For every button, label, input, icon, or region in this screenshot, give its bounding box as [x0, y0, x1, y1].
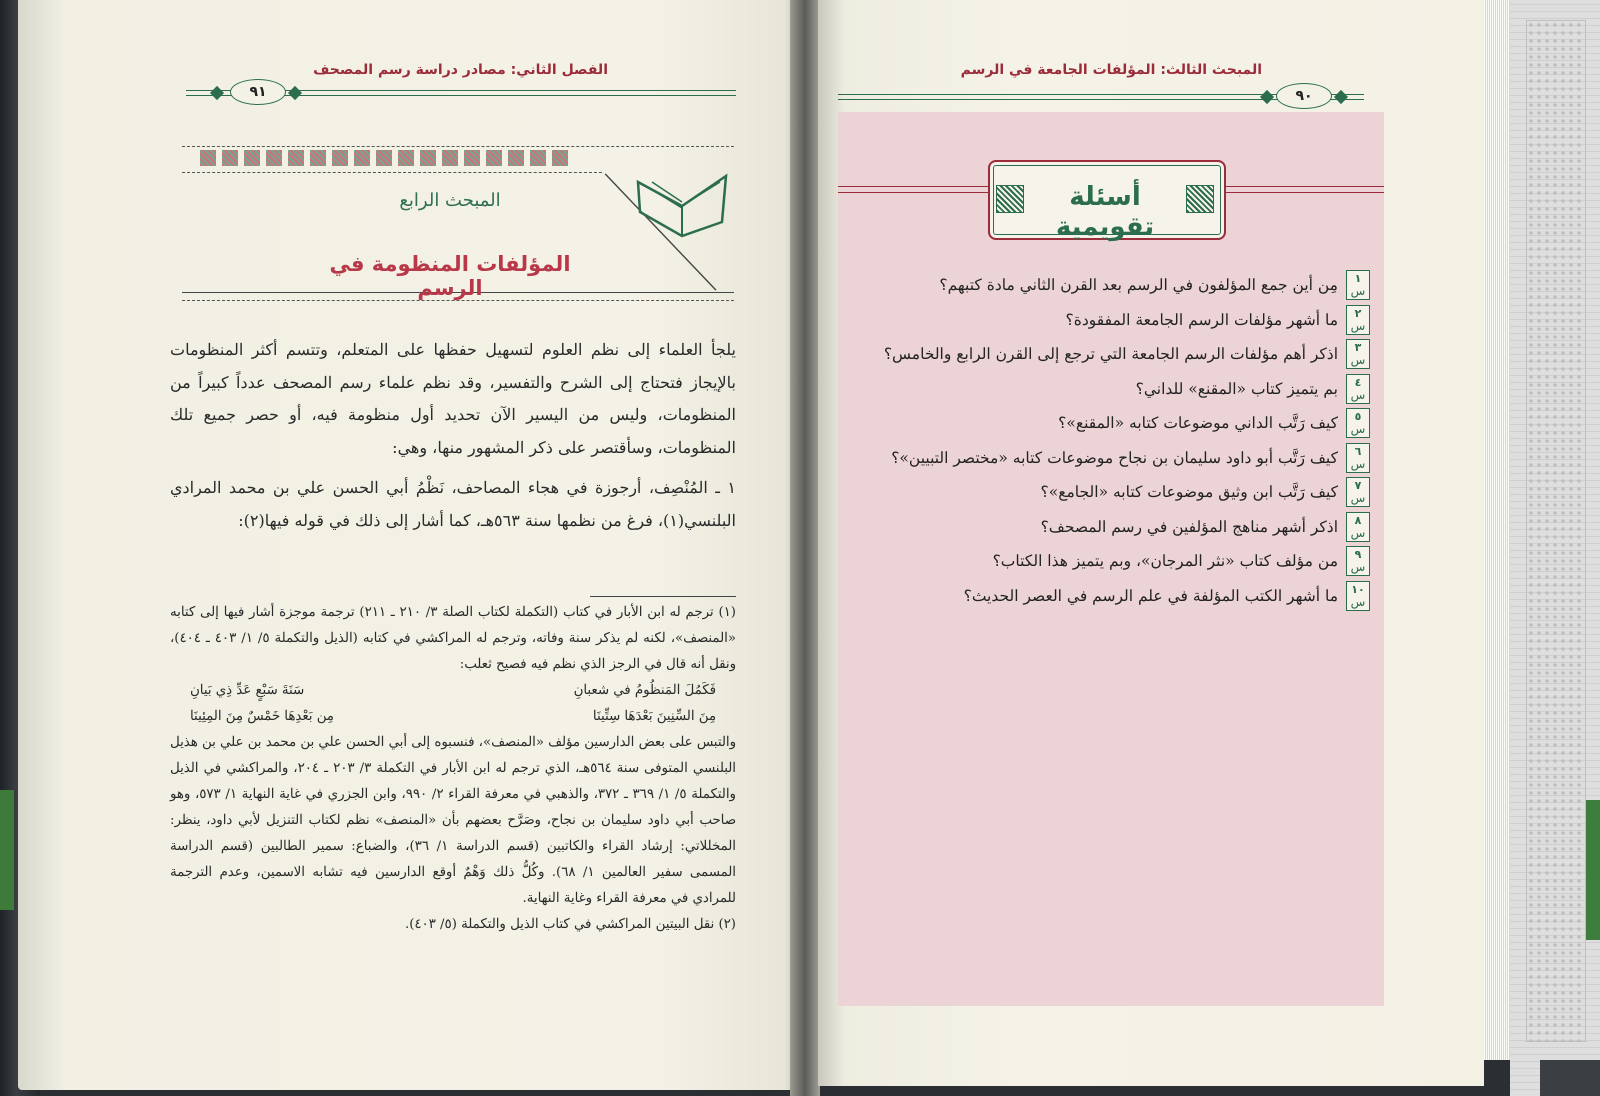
question-item [840, 475, 1370, 510]
question-text: اذكر أهم مؤلفات الرسم الجامعة التي ترجع إلى القرن الرابع والخامس؟ [883, 345, 1338, 364]
footnote: والتبس على بعض الدارسين مؤلف «المنصف»، فنسبوه إلى أبي الحسن علي بن محمد بن علي بن هذيل البلنسي المتوفى سنة ٥٦٤هـ، الذي ترجم له ابن الأبار في التكملة ٣/ ٢٠٣ ـ ٢٠٤، والمراكشي في الذيل والتكملة ٥/ ١/ ٣٦٩ ـ ٣٧٢، والذهبي في معرفة القراء ٢/ ٩٩٠، وابن الجزري في غاية النهاية ١/ ٥٧٣، وهو صاحب أبي داود سليمان بن نجاح، وصَرَّح بعضهم بأن «المنصف» نظم لكتاب التنزيل لأبي داود، ينظر: المخللاتي: إرشاد القراء والكاتبين (قسم الدراسة ١/ ٣٦)، والضباع: سمير الطالبين (قسم الدراسة المسمى سفير العالمين ١/ ٦٨). وكُلُّ ذلك وَهْمٌ أوقع الدارسين فيه تشابه الاسمين، وعدم الترجمة للمرادي في معرفة القراء وغاية النهاية. [170, 735, 736, 906]
panel-header-line [1222, 186, 1384, 193]
question-text: كيف رَتَّب أبو داود سليمان بن نجاح موضوعات كتابه «مختصر التبيين»؟ [891, 448, 1338, 467]
question-text: كيف رَتَّب ابن وثيق موضوعات كتابه «الجامع»؟ [1040, 483, 1338, 502]
question-badge: ٨ س [1346, 512, 1370, 542]
question-item [840, 544, 1370, 579]
question-badge: ٣ س [1346, 339, 1370, 369]
question-badge: ٤ س [1346, 374, 1370, 404]
book-cover-strip [1586, 800, 1600, 940]
verse-hemistich: سَنَةَ سَبْعٍ عَدِّ ذِي بَيانِ [190, 683, 305, 698]
question-item [840, 268, 1370, 303]
question-text: مِن أين جمع المؤلفون في الرسم بعد القرن الثاني مادة كتبهم؟ [939, 276, 1338, 295]
verse-line [170, 704, 736, 730]
right-running-head: المبحث الثالث: المؤلفات الجامعة في الرسم [960, 62, 1262, 78]
question-item [840, 441, 1370, 476]
left-page-number: ٩١ [230, 79, 286, 105]
dashed-divider-top [182, 146, 734, 147]
panel-header-line [838, 186, 988, 193]
footnotes [170, 600, 736, 938]
question-item [840, 510, 1370, 545]
question-badge: ٩ س [1346, 546, 1370, 576]
verse-hemistich: فَكَمُلَ المَنظُومُ في شعبانِ [573, 683, 716, 698]
verse-hemistich: مِنَ السِّنِينَ بَعْدَهَا سِتِّينَا [592, 709, 716, 724]
footnote: (٢) نقل البيتين المراكشي في كتاب الذيل والتكملة (٥/ ٤٠٣). [404, 917, 736, 932]
question-badge: ٢ س [1346, 305, 1370, 335]
question-item [840, 406, 1370, 441]
footnote-rule [590, 596, 736, 597]
verse-hemistich: مِن بَعْدِهَا خَمْسٌ مِنَ المِئِينَا [190, 709, 334, 724]
question-item [840, 579, 1370, 614]
dashed-divider-bottom [182, 300, 734, 301]
book-gutter [790, 0, 820, 1096]
footnote: (١) ترجم له ابن الأبار في كتاب (التكملة لكتاب الصلة ٣/ ٢١٠ ـ ٢١١) ترجمة موجزة أشار فيها إلى كتابه «المنصف»، لكنه لم يذكر سنة وفاته، وترجم له المراكشي في كتابه (الذيل والتكملة ٥/ ١/ ٤٠٣ ـ ٤٠٤)، ونقل أنه قال في الرجز الذي نظم فيه فصيح ثعلب: [170, 605, 736, 672]
question-text: كيف رَتَّب الداني موضوعات كتابه «المقنع»؟ [1058, 414, 1338, 433]
question-badge: ٥ س [1346, 408, 1370, 438]
body-paragraph: يلجأ العلماء إلى نظم العلوم لتسهيل حفظها على المتعلم، وتتسم أكثر المنظومات بالإيجاز فتحتاج إلى الشرح والتفسير، وقد نظم علماء رسم المصحف عدداً كبيراً من المنظومات، وليس من اليسير الآن تحديد أول منظومة فيه، أو حصر جميع تلك المنظومات، وسأقتصر على ذكر المشهور منها، وهي: [170, 340, 737, 457]
question-text: اذكر أشهر مناهج المؤلفين في رسم المصحف؟ [1040, 517, 1338, 536]
background-shadow [1540, 1060, 1600, 1096]
book-cover-strip [0, 790, 14, 910]
square-ornament-icon [1186, 185, 1214, 213]
cover-pattern [1526, 20, 1586, 1042]
question-item [840, 372, 1370, 407]
question-item [840, 337, 1370, 372]
decorative-tile-row [200, 150, 568, 166]
question-badge: ١ س [1346, 270, 1370, 300]
left-running-head: الفصل الثاني: مصادر دراسة رسم المصحف [313, 62, 608, 78]
section-label: المبحث الرابع [399, 190, 501, 211]
question-item [840, 303, 1370, 338]
body-paragraph: ١ ـ المُنْصِف، أرجوزة في هجاء المصاحف، نَظْمُ أبي الحسن علي بن محمد المرادي البلنسي(١)، فرغ من نظمها سنة ٥٦٣هـ، كما أشار إلى ذلك في قوله فيها(٢): [170, 478, 736, 530]
questions-list [840, 268, 1370, 613]
open-book-icon [632, 160, 732, 238]
question-text: ما أشهر مؤلفات الرسم الجامعة المفقودة؟ [1065, 310, 1338, 329]
question-badge: ٧ س [1346, 477, 1370, 507]
square-ornament-icon [996, 185, 1024, 213]
right-page-number: ٩٠ [1276, 83, 1332, 109]
question-text: من مؤلف كتاب «نثر المرجان»، وبم يتميز هذا الكتاب؟ [992, 552, 1338, 571]
question-badge: ١٠ س [1346, 581, 1370, 611]
dashed-divider [182, 172, 602, 173]
verse-line [170, 678, 736, 704]
section-title: المؤلفات المنظومة في الرسم [329, 252, 571, 300]
question-text: ما أشهر الكتب المؤلفة في علم الرسم في العصر الحديث؟ [963, 586, 1338, 605]
question-text: بم يتميز كتاب «المقنع» للداني؟ [1135, 379, 1338, 398]
question-badge: ٦ س [1346, 443, 1370, 473]
panel-title: أسئلة تقويمية [1055, 182, 1155, 242]
